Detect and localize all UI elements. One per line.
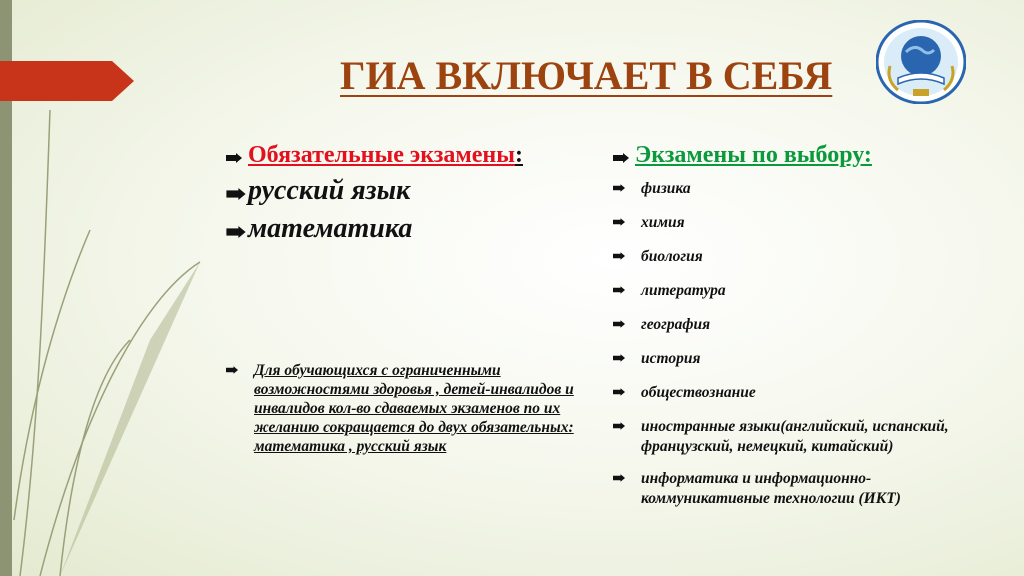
school-globe-book-logo	[876, 20, 966, 104]
list-item	[613, 349, 993, 369]
arrow-bullet-icon	[226, 226, 242, 236]
arrow-bullet-icon	[613, 218, 625, 228]
arrow-bullet-icon	[613, 153, 629, 163]
optional-exams-heading: Экзамены по выбору:	[635, 142, 872, 168]
required-exam-item	[226, 175, 523, 207]
optional-exams-list	[613, 179, 993, 509]
arrow-bullet-icon	[613, 320, 625, 330]
optional-exam-label: химия	[641, 214, 685, 231]
arrow-bullet-icon	[613, 184, 625, 194]
required-exams-heading-row	[226, 142, 523, 169]
arrow-bullet-icon	[613, 354, 625, 364]
optional-exams-section	[613, 142, 993, 509]
arrow-bullet-icon	[613, 422, 625, 432]
required-exam-item	[226, 213, 523, 245]
arrow-bullet-icon	[613, 252, 625, 262]
required-exams-section	[226, 142, 523, 245]
arrow-bullet-icon	[226, 153, 242, 163]
list-item	[613, 315, 993, 335]
optional-exam-label: обществознание	[641, 384, 756, 401]
required-exam-label: математика	[248, 213, 413, 244]
list-item	[613, 213, 993, 233]
required-exam-label: русский язык	[248, 175, 411, 206]
list-item	[613, 383, 993, 403]
optional-exam-label: физика	[641, 180, 691, 197]
arrow-bullet-icon	[613, 388, 625, 398]
arrow-bullet-icon	[226, 366, 238, 376]
optional-exam-label: иностранные языки(английский, испанский, французский, немецкий, китайский)	[641, 418, 949, 455]
page-title: ГИА ВКЛЮЧАЕТ В СЕБЯ	[340, 53, 833, 98]
optional-exam-label: литература	[641, 282, 726, 299]
required-exams-colon: :	[515, 142, 523, 168]
special-needs-note	[226, 361, 586, 456]
list-item	[613, 281, 993, 301]
list-item	[613, 417, 993, 457]
title-arrow-shape	[0, 61, 134, 101]
optional-exam-label: биология	[641, 248, 703, 265]
optional-exam-label: география	[641, 316, 711, 333]
special-needs-note-text: Для обучающихся с ограниченными возможностями здоровья , детей-инвалидов и инвалидов кол-во сдаваемых экзаменов по их желанию сокращается до двух обязательных: математика , русский язык	[254, 362, 574, 455]
arrow-bullet-icon	[613, 474, 625, 484]
optional-exams-heading-row	[613, 142, 993, 169]
arrow-bullet-icon	[226, 188, 242, 198]
arrow-bullet-icon	[613, 286, 625, 296]
required-exams-heading: Обязательные экзамены	[248, 142, 515, 168]
list-item	[613, 469, 993, 509]
list-item	[613, 179, 993, 199]
list-item	[613, 247, 993, 267]
optional-exam-label: история	[641, 350, 701, 367]
optional-exam-label: информатика и информационно-коммуникативные технологии (ИКТ)	[641, 470, 901, 507]
